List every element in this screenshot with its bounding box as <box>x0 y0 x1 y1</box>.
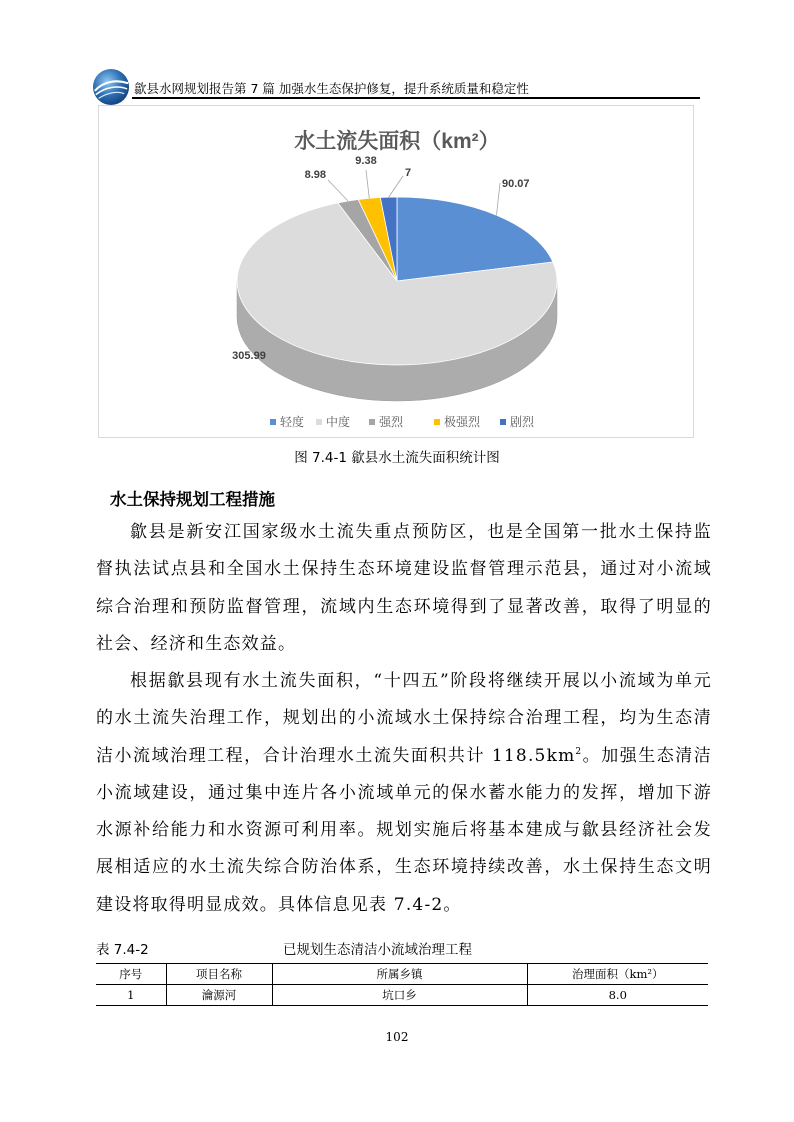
unit-superscript: 2 <box>575 746 583 757</box>
paragraph-1: 歙县是新安江国家级水土流失重点预防区，也是全国第一批水土保持监督执法试点县和全国水土保持生态环境建设监督管理示范县，通过对小流域综合治理和预防监督管理，流域内生态环境得到了显著改善，取得了明显的社会、经济和生态效益。 <box>96 522 712 654</box>
slice-light-value-label: 90.07 <box>502 178 530 190</box>
chart-title: 水土流失面积（km²） <box>294 130 500 153</box>
slice-severe-legend-label: 剧烈 <box>510 415 535 429</box>
header-rule <box>132 97 700 99</box>
slice-strong-legend-label: 强烈 <box>379 415 404 429</box>
slice-very-strong-legend-label: 极强烈 <box>444 415 481 429</box>
paragraph-2-part-b: 。加强生态清洁小流域建设，通过集中连片各小流域单元的保水蓄水能力的发挥，增加下游水源补给能力和水资源可利用率。规划实施后将基本建成与歙县经济社会发展相适应的水土流失综合防治体系，生态环境持续改善，水土保持生态文明建设将取得明显成效。具体信息见表 7.4-2。 <box>96 745 713 915</box>
table-header-cell: 治理面积（km²） <box>527 964 708 985</box>
table-header-cell: 项目名称 <box>166 964 272 985</box>
slice-light-legend-label: 轻度 <box>280 415 305 429</box>
project-table <box>96 963 708 1006</box>
section-heading: 水土保持规划工程措施 <box>110 490 275 509</box>
paragraph-2 <box>96 663 712 924</box>
table-label: 表 7.4-2 <box>96 942 149 958</box>
pie-chart <box>99 106 695 439</box>
running-header: 歙县水网规划报告第 7 篇 加强水生态保护修复，提升系统质量和稳定性 <box>134 81 529 96</box>
slice-severe-leader <box>389 176 403 197</box>
slice-moderate-value-label: 305.99 <box>232 350 266 362</box>
slice-severe-value-label: 7 <box>405 167 412 179</box>
report-logo <box>92 68 130 106</box>
table-cell: 1 <box>96 985 166 1006</box>
slice-light-leader <box>497 183 501 215</box>
slice-strong-legend-swatch <box>369 419 375 425</box>
table-row <box>96 985 708 1006</box>
table-header-cell: 所属乡镇 <box>272 964 527 985</box>
slice-very-strong-value-label: 9.38 <box>355 155 377 167</box>
pie-top-group <box>237 197 557 365</box>
figure-caption: 图 7.4-1 歙县水土流失面积统计图 <box>294 450 500 466</box>
page-number: 102 <box>385 1030 409 1044</box>
slice-strong-value-label: 8.98 <box>304 169 326 181</box>
slice-severe-legend-swatch <box>500 419 506 425</box>
slice-very-strong-leader <box>366 170 369 198</box>
table-header-cell: 序号 <box>96 964 166 985</box>
table-header-row <box>96 964 708 985</box>
slice-moderate-legend-label: 中度 <box>326 415 351 429</box>
slice-very-strong-legend-swatch <box>434 419 440 425</box>
table-cell: 坑口乡 <box>272 985 527 1006</box>
table-cell: 8.0 <box>527 985 708 1006</box>
paragraph-2-part-a: 根据歙县现有水土流失面积，“十四五”阶段将继续开展以小流域为单元的水土流失治理工作，规划出的小流域水土保持综合治理工程，均为生态清洁小流域治理工程，合计治理水土流失面积共计 118.5km <box>96 671 712 766</box>
table-cell: 瀹源河 <box>166 985 272 1006</box>
slice-strong-leader <box>328 180 348 201</box>
slice-moderate-legend-swatch <box>316 419 322 425</box>
slice-light-legend-swatch <box>270 419 276 425</box>
table-title: 已规划生态清洁小流域治理工程 <box>283 942 472 958</box>
pie-chart-container <box>98 105 694 438</box>
chart-legend <box>270 414 535 429</box>
